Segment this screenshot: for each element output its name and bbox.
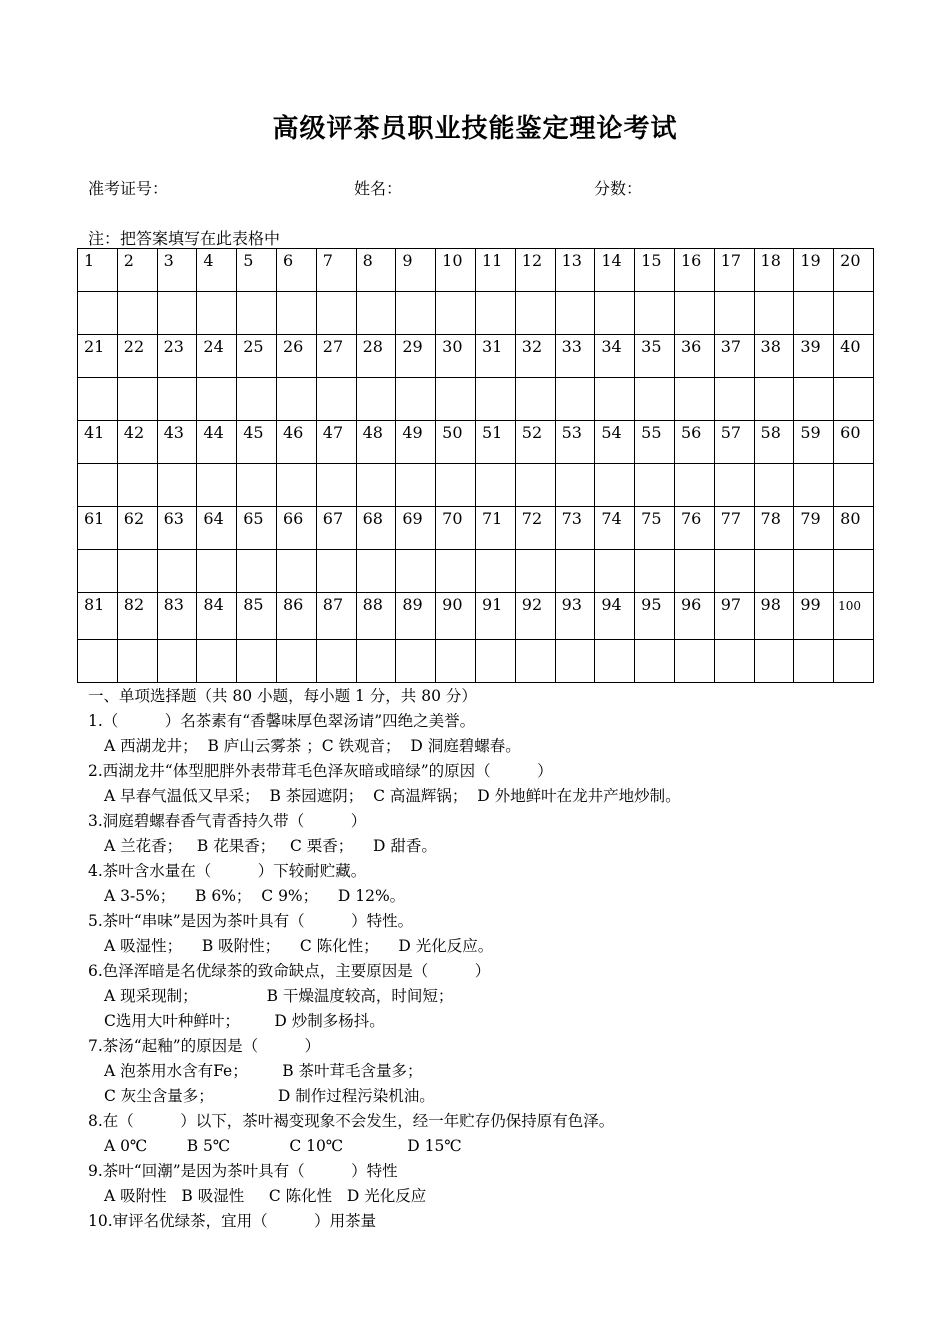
question-number-cell: 65 <box>237 507 277 550</box>
question-text: 7.茶汤“起釉”的原因是（ ） <box>88 1037 321 1055</box>
answer-cell[interactable] <box>276 292 316 335</box>
question-number-cell: 85 <box>237 593 277 640</box>
answer-cell[interactable] <box>356 640 396 683</box>
question-number-cell: 57 <box>714 421 754 464</box>
name-label: 姓名： <box>354 179 403 198</box>
answer-cell[interactable] <box>475 378 515 421</box>
answer-cell[interactable] <box>78 378 118 421</box>
question-number-cell: 68 <box>356 507 396 550</box>
question-number-cell: 4 <box>197 249 237 292</box>
question-number-cell: 2 <box>117 249 157 292</box>
question-list <box>88 684 908 1234</box>
answer-cell[interactable] <box>475 640 515 683</box>
question-options: A 吸附性 B 吸湿性 C 陈化性 D 光化反应 <box>104 1187 427 1205</box>
answer-cell[interactable] <box>595 378 635 421</box>
question-number-cell: 87 <box>316 593 356 640</box>
question-number-cell: 9 <box>396 249 436 292</box>
number-row <box>78 249 874 292</box>
question-number-cell: 90 <box>436 593 476 640</box>
answer-cell[interactable] <box>396 378 436 421</box>
question-number-cell: 36 <box>674 335 714 378</box>
question-number-cell: 18 <box>754 249 794 292</box>
answer-cell[interactable] <box>754 292 794 335</box>
answer-cell[interactable] <box>396 640 436 683</box>
question-number-cell: 27 <box>316 335 356 378</box>
question-number-cell: 34 <box>595 335 635 378</box>
question-text: 1.（ ）名茶素有“香馨味厚色翠汤请”四绝之美誉。 <box>88 712 476 730</box>
question-number-cell: 84 <box>197 593 237 640</box>
answer-cell[interactable] <box>475 464 515 507</box>
answer-cell[interactable] <box>674 292 714 335</box>
question-number-cell: 99 <box>794 593 834 640</box>
question-number-cell: 78 <box>754 507 794 550</box>
answer-row <box>78 464 874 507</box>
question-number-cell: 69 <box>396 507 436 550</box>
question-number-cell: 79 <box>794 507 834 550</box>
question-number-cell: 19 <box>794 249 834 292</box>
question-number-cell: 30 <box>436 335 476 378</box>
question-number-cell: 23 <box>157 335 197 378</box>
question-number-cell: 53 <box>555 421 595 464</box>
answer-cell[interactable] <box>635 640 675 683</box>
answer-cell[interactable] <box>316 464 356 507</box>
answer-cell[interactable] <box>237 292 277 335</box>
question-number-cell: 52 <box>515 421 555 464</box>
answer-cell[interactable] <box>515 464 555 507</box>
answer-cell[interactable] <box>794 640 834 683</box>
page-title: 高级评茶员职业技能鉴定理论考试 <box>272 114 678 144</box>
answer-cell[interactable] <box>635 550 675 593</box>
question-number-cell: 5 <box>237 249 277 292</box>
question-number-cell: 77 <box>714 507 754 550</box>
answer-cell[interactable] <box>276 550 316 593</box>
question-number-cell: 61 <box>78 507 118 550</box>
question-number-cell: 76 <box>674 507 714 550</box>
answer-cell[interactable] <box>515 378 555 421</box>
question-number-cell: 94 <box>595 593 635 640</box>
question-options: A 西湖龙井； B 庐山云雾茶 ；C 铁观音； D 洞庭碧螺春。 <box>104 737 521 755</box>
answer-cell[interactable] <box>834 640 874 683</box>
answer-cell[interactable] <box>117 292 157 335</box>
question-options: A 3-5%； B 6%； C 9%； D 12%。 <box>104 887 406 905</box>
number-row <box>78 421 874 464</box>
question-number-cell: 64 <box>197 507 237 550</box>
question-options: A 兰花香； B 花果香； C 栗香； D 甜香。 <box>104 837 437 855</box>
question-number-cell: 15 <box>635 249 675 292</box>
question-number-cell: 21 <box>78 335 118 378</box>
question-options: C选用大叶种鲜叶； D 炒制多杨抖。 <box>104 1012 385 1030</box>
question-number-cell: 73 <box>555 507 595 550</box>
answer-cell[interactable] <box>436 464 476 507</box>
answer-cell[interactable] <box>714 550 754 593</box>
number-row <box>78 507 874 550</box>
question-number-cell: 95 <box>635 593 675 640</box>
question-text: 8.在（ ）以下，茶叶褐变现象不会发生，经一年贮存仍保持原有色泽。 <box>88 1112 615 1130</box>
answer-cell[interactable] <box>754 464 794 507</box>
answer-cell[interactable] <box>714 464 754 507</box>
question-number-cell: 3 <box>157 249 197 292</box>
answer-cell[interactable] <box>316 378 356 421</box>
answer-cell[interactable] <box>197 292 237 335</box>
question-number-cell: 6 <box>276 249 316 292</box>
question-number-cell: 46 <box>276 421 316 464</box>
answer-cell[interactable] <box>834 292 874 335</box>
answer-cell[interactable] <box>436 292 476 335</box>
answer-cell[interactable] <box>515 640 555 683</box>
answer-cell[interactable] <box>157 640 197 683</box>
question-number-cell: 56 <box>674 421 714 464</box>
answer-cell[interactable] <box>157 464 197 507</box>
question-options: A 吸湿性； B 吸附性； C 陈化性； D 光化反应。 <box>104 937 494 955</box>
question-number-cell: 83 <box>157 593 197 640</box>
answer-cell[interactable] <box>316 640 356 683</box>
answer-cell[interactable] <box>117 640 157 683</box>
section-title: 一、单项选择题（共 80 小题，每小题 1 分，共 80 分） <box>88 687 477 705</box>
question-number-cell: 10 <box>436 249 476 292</box>
question-number-cell: 51 <box>475 421 515 464</box>
answer-cell[interactable] <box>356 292 396 335</box>
answer-cell[interactable] <box>834 550 874 593</box>
answer-cell[interactable] <box>595 292 635 335</box>
answer-cell[interactable] <box>515 550 555 593</box>
answer-cell[interactable] <box>117 550 157 593</box>
answer-cell[interactable] <box>794 464 834 507</box>
question-number-cell: 32 <box>515 335 555 378</box>
answer-cell[interactable] <box>276 464 316 507</box>
answer-cell[interactable] <box>555 292 595 335</box>
number-row <box>78 593 874 640</box>
answer-cell[interactable] <box>356 378 396 421</box>
answer-cell[interactable] <box>237 378 277 421</box>
question-number-cell: 97 <box>714 593 754 640</box>
question-number-cell: 74 <box>595 507 635 550</box>
answer-cell[interactable] <box>714 292 754 335</box>
answer-cell[interactable] <box>157 378 197 421</box>
answer-cell[interactable] <box>276 640 316 683</box>
question-number-cell: 22 <box>117 335 157 378</box>
answer-cell[interactable] <box>674 464 714 507</box>
answer-cell[interactable] <box>635 292 675 335</box>
answer-cell[interactable] <box>78 464 118 507</box>
question-number-cell: 86 <box>276 593 316 640</box>
question-number-cell: 40 <box>834 335 874 378</box>
answer-cell[interactable] <box>78 550 118 593</box>
question-number-cell: 82 <box>117 593 157 640</box>
answer-cell[interactable] <box>555 640 595 683</box>
question-text: 9.茶叶“回潮”是因为茶叶具有（ ）特性 <box>88 1162 398 1180</box>
question-number-cell: 88 <box>356 593 396 640</box>
question-number-cell: 33 <box>555 335 595 378</box>
question-number-cell: 62 <box>117 507 157 550</box>
answer-grid <box>77 248 874 683</box>
answer-cell[interactable] <box>714 378 754 421</box>
question-number-cell: 44 <box>197 421 237 464</box>
question-number-cell: 43 <box>157 421 197 464</box>
question-number-cell: 81 <box>78 593 118 640</box>
question-text: 5.茶叶“串味”是因为茶叶具有（ ）特性。 <box>88 912 414 930</box>
answer-cell[interactable] <box>674 378 714 421</box>
answer-cell[interactable] <box>794 292 834 335</box>
answer-row <box>78 292 874 335</box>
exam-number-label: 准考证号： <box>88 179 169 198</box>
question-number-cell: 59 <box>794 421 834 464</box>
question-number-cell: 96 <box>674 593 714 640</box>
answer-cell[interactable] <box>237 464 277 507</box>
question-number-cell: 70 <box>436 507 476 550</box>
answer-cell[interactable] <box>555 550 595 593</box>
question-number-cell: 58 <box>754 421 794 464</box>
question-number-cell: 38 <box>754 335 794 378</box>
answer-cell[interactable] <box>794 378 834 421</box>
answer-cell[interactable] <box>754 378 794 421</box>
question-number-cell: 7 <box>316 249 356 292</box>
question-text: 2.西湖龙井“体型肥胖外表带茸毛色泽灰暗或暗绿”的原因（ ） <box>88 762 553 780</box>
question-number-cell: 93 <box>555 593 595 640</box>
answer-cell[interactable] <box>237 640 277 683</box>
answer-cell[interactable] <box>595 550 635 593</box>
question-number-cell: 28 <box>356 335 396 378</box>
answer-row <box>78 640 874 683</box>
answer-cell[interactable] <box>595 464 635 507</box>
answer-cell[interactable] <box>356 464 396 507</box>
answer-cell[interactable] <box>515 292 555 335</box>
question-text: 10.审评名优绿茶，宜用（ ）用茶量 <box>88 1212 377 1230</box>
answer-cell[interactable] <box>754 550 794 593</box>
answer-cell[interactable] <box>834 378 874 421</box>
question-number-cell: 75 <box>635 507 675 550</box>
answer-cell[interactable] <box>436 640 476 683</box>
answer-cell[interactable] <box>197 550 237 593</box>
question-number-cell: 63 <box>157 507 197 550</box>
answer-cell[interactable] <box>197 378 237 421</box>
question-number-cell: 54 <box>595 421 635 464</box>
question-number-cell: 14 <box>595 249 635 292</box>
answer-cell[interactable] <box>396 464 436 507</box>
score-label: 分数： <box>594 179 643 198</box>
answer-cell[interactable] <box>475 550 515 593</box>
question-options: A 现采现制； B 干燥温度较高，时间短； <box>104 987 454 1005</box>
answer-cell[interactable] <box>237 550 277 593</box>
answer-cell[interactable] <box>674 550 714 593</box>
answer-cell[interactable] <box>276 378 316 421</box>
question-number-cell: 48 <box>356 421 396 464</box>
question-number-cell: 29 <box>396 335 436 378</box>
answer-note: 注：把答案填写在此表格中 <box>88 229 281 248</box>
question-number-cell: 8 <box>356 249 396 292</box>
answer-cell[interactable] <box>834 464 874 507</box>
question-text: 3.洞庭碧螺春香气青香持久带（ ） <box>88 812 367 830</box>
question-text: 4.茶叶含水量在（ ）下较耐贮藏。 <box>88 862 367 880</box>
question-number-cell: 55 <box>635 421 675 464</box>
answer-cell[interactable] <box>714 640 754 683</box>
answer-cell[interactable] <box>754 640 794 683</box>
answer-row <box>78 550 874 593</box>
question-number-cell: 72 <box>515 507 555 550</box>
answer-cell[interactable] <box>436 378 476 421</box>
question-number-cell: 45 <box>237 421 277 464</box>
answer-cell[interactable] <box>157 550 197 593</box>
answer-cell[interactable] <box>595 640 635 683</box>
question-number-cell: 66 <box>276 507 316 550</box>
question-number-cell: 50 <box>436 421 476 464</box>
question-text: 6.色泽浑暗是名优绿茶的致命缺点，主要原因是（ ） <box>88 962 491 980</box>
question-number-cell: 1 <box>78 249 118 292</box>
question-number-cell: 26 <box>276 335 316 378</box>
answer-cell[interactable] <box>117 378 157 421</box>
question-number-cell: 71 <box>475 507 515 550</box>
question-number-cell: 11 <box>475 249 515 292</box>
answer-cell[interactable] <box>117 464 157 507</box>
question-number-cell: 16 <box>674 249 714 292</box>
question-number-cell: 42 <box>117 421 157 464</box>
answer-cell[interactable] <box>316 550 356 593</box>
number-row <box>78 335 874 378</box>
answer-cell[interactable] <box>555 378 595 421</box>
question-number-cell: 31 <box>475 335 515 378</box>
question-number-cell: 100 <box>834 593 874 640</box>
answer-cell[interactable] <box>197 640 237 683</box>
question-number-cell: 98 <box>754 593 794 640</box>
answer-cell[interactable] <box>78 292 118 335</box>
answer-cell[interactable] <box>396 292 436 335</box>
question-options: A 早春气温低又早采； B 茶园遮阴； C 高温辉锅； D 外地鲜叶在龙井产地炒制。 <box>104 787 681 805</box>
answer-cell[interactable] <box>794 550 834 593</box>
question-number-cell: 67 <box>316 507 356 550</box>
answer-cell[interactable] <box>555 464 595 507</box>
answer-cell[interactable] <box>475 292 515 335</box>
question-number-cell: 80 <box>834 507 874 550</box>
question-number-cell: 25 <box>237 335 277 378</box>
question-number-cell: 92 <box>515 593 555 640</box>
question-number-cell: 37 <box>714 335 754 378</box>
question-options: A 0℃ B 5℃ C 10℃ D 15℃ <box>104 1137 462 1155</box>
question-number-cell: 47 <box>316 421 356 464</box>
answer-cell[interactable] <box>436 550 476 593</box>
question-number-cell: 12 <box>515 249 555 292</box>
answer-row <box>78 378 874 421</box>
question-number-cell: 35 <box>635 335 675 378</box>
question-number-cell: 60 <box>834 421 874 464</box>
question-number-cell: 17 <box>714 249 754 292</box>
answer-cell[interactable] <box>157 292 197 335</box>
question-number-cell: 49 <box>396 421 436 464</box>
answer-cell[interactable] <box>356 550 396 593</box>
answer-cell[interactable] <box>635 464 675 507</box>
question-options: C 灰尘含量多； D 制作过程污染机油。 <box>104 1087 435 1105</box>
answer-cell[interactable] <box>78 640 118 683</box>
question-number-cell: 39 <box>794 335 834 378</box>
answer-cell[interactable] <box>197 464 237 507</box>
question-number-cell: 91 <box>475 593 515 640</box>
question-number-cell: 20 <box>834 249 874 292</box>
question-number-cell: 13 <box>555 249 595 292</box>
answer-cell[interactable] <box>316 292 356 335</box>
question-number-cell: 41 <box>78 421 118 464</box>
answer-cell[interactable] <box>396 550 436 593</box>
answer-cell[interactable] <box>635 378 675 421</box>
question-number-cell: 24 <box>197 335 237 378</box>
question-number-cell: 89 <box>396 593 436 640</box>
question-options: A 泡茶用水含有Fe； B 茶叶茸毛含量多； <box>104 1062 423 1080</box>
answer-cell[interactable] <box>674 640 714 683</box>
